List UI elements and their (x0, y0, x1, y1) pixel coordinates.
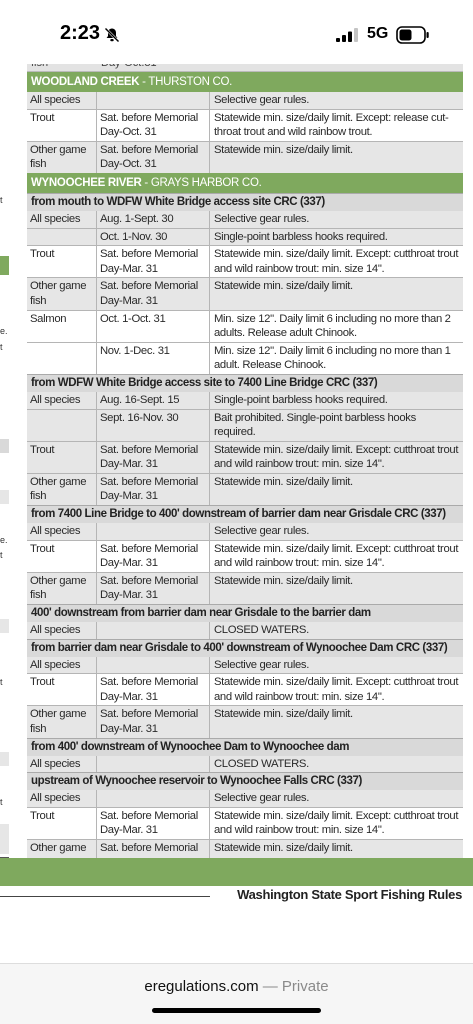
battery-icon (396, 26, 430, 44)
table-row (27, 109, 463, 141)
rules-cell: CLOSED WATERS. (214, 757, 309, 770)
species-cell (27, 229, 97, 246)
species-cell: Trout (27, 442, 97, 473)
rules-cell: Statewide min. size/daily limit. Except: cutthroat trout and wild rainbow trout: min. size 14". (214, 443, 459, 471)
dates-cell: Sat. before Memorial Day-Mar. 31 (97, 278, 210, 309)
species-cell: Other game fish (27, 474, 97, 505)
water-header (27, 72, 463, 92)
species-cell: Trout (27, 541, 97, 572)
species-cell: All species (27, 657, 97, 674)
dates-cell (97, 523, 210, 540)
table-row (27, 228, 463, 246)
table-row (27, 673, 463, 705)
species-cell: Salmon (27, 311, 97, 342)
rules-cell: Single-point barbless hooks required. (214, 230, 388, 243)
table-row (27, 705, 463, 737)
water-header (27, 173, 463, 193)
url-display[interactable] (0, 978, 473, 995)
dates-cell: Aug. 1-Sept. 30 (97, 211, 210, 228)
status-bar (0, 0, 473, 64)
rules-cell: Selective gear rules. (214, 94, 310, 106)
dates-cell (97, 92, 210, 109)
dates-cell (97, 756, 210, 773)
dates-cell: Sat. before Memorial Day-Mar. 31 (97, 573, 210, 604)
section-title: from barrier dam near Grisdale to 400' downstream of Wynoochee Dam CRC (337) (27, 639, 463, 657)
edge-text: t (0, 550, 3, 560)
table-row (27, 141, 463, 173)
rules-cell: Selective gear rules. (214, 658, 310, 671)
species-cell: All species (27, 92, 97, 109)
rules-cell: Bait prohibited. Single-point barbless hooks required. (214, 411, 416, 439)
rules-cell: Statewide min. size/daily limit. (214, 841, 353, 854)
water-county: - GRAYS HARBOR CO. (141, 176, 262, 189)
table-row (27, 342, 463, 374)
species-cell: Trout (27, 808, 97, 839)
dates-cell (97, 657, 210, 674)
dates-cell: Sat. before Memorial Day-Mar. 31 (97, 246, 210, 277)
species-cell: All species (27, 211, 97, 228)
table-row (27, 409, 463, 441)
dates-cell (97, 790, 210, 807)
species-cell: Other game fish (27, 278, 97, 309)
section-title: from 7400 Line Bridge to 400' downstream of barrier dam near Grisdale CRC (337) (27, 505, 463, 523)
species-cell: Other game fish (27, 706, 97, 737)
table-row (27, 657, 463, 674)
species-cell (27, 343, 97, 374)
section-title: 400' downstream from barrier dam near Grisdale to the barrier dam (27, 604, 463, 622)
network-label: 5G (367, 25, 389, 42)
dates-cell: Sat. before Memorial Day-Mar. 31 (97, 442, 210, 473)
browser-address-bar[interactable] (0, 963, 473, 1024)
table-row (27, 572, 463, 604)
rules-cell: Statewide min. size/daily limit. Except: cutthroat trout and wild rainbow trout: min. size 14". (214, 676, 459, 703)
rules-cell: Selective gear rules. (214, 525, 310, 538)
left-page-edge (0, 64, 9, 884)
signal-icon (336, 28, 360, 42)
rules-cell: Min. size 12". Daily limit 6 including no more than 1 adult. Release Chinook. (214, 344, 451, 372)
species-cell: Other game fish (27, 573, 97, 604)
rules-cell: Selective gear rules. (214, 212, 310, 225)
edge-text: e. (0, 326, 8, 336)
status-time: 2:23 (60, 22, 101, 44)
dates-cell: Sat. before Memorial Day-Mar. 31 (97, 706, 210, 737)
page-edge-band (0, 858, 473, 886)
dates-cell: Aug. 16-Sept. 15 (97, 392, 210, 409)
rules-cell: Statewide min. size/daily limit. (214, 574, 353, 587)
edge-text: e. (0, 535, 8, 545)
dates-cell: Nov. 1-Dec. 31 (97, 343, 210, 374)
section-title: from mouth to WDFW White Bridge access site CRC (337) (27, 193, 463, 211)
table-row (27, 211, 463, 228)
dates-cell: Sat. before Memorial Day-Oct. 31 (97, 142, 210, 173)
private-label: — Private (258, 978, 329, 995)
species-cell: All species (27, 523, 97, 540)
species-cell: All species (27, 392, 97, 409)
table-row (27, 807, 463, 839)
species-cell: Other game (27, 840, 97, 871)
table-row (27, 310, 463, 342)
water-name: WYNOOCHEE RIVER (31, 176, 142, 189)
table-row (27, 523, 463, 540)
table-row (27, 473, 463, 505)
table-row (27, 245, 463, 277)
dates-cell: Oct. 1-Oct. 31 (97, 311, 210, 342)
rules-cell: Statewide min. size/daily limit. (214, 280, 353, 293)
table-row (27, 277, 463, 309)
table-row (27, 756, 463, 773)
species-cell: Other game fish (27, 142, 97, 173)
regulations-table (27, 64, 463, 871)
dates-cell: Sept. 16-Nov. 30 (97, 410, 210, 441)
edge-text: t (0, 195, 3, 205)
section-title: from WDFW White Bridge access site to 7400 Line Bridge CRC (337) (27, 374, 463, 392)
table-row (27, 92, 463, 109)
table-row (27, 622, 463, 639)
rules-cell: CLOSED WATERS. (214, 624, 309, 637)
edge-text: t (0, 342, 3, 352)
dates-cell: Sat. before Memorial Day-Mar. 31 (97, 674, 210, 705)
cut-off-row (27, 64, 463, 72)
species-cell: All species (27, 622, 97, 639)
water-county: - THURSTON CO. (139, 76, 233, 88)
rules-cell: Min. size 12". Daily limit 6 including no more than 2 adults. Release adult Chinook. (214, 312, 451, 340)
rules-cell: Statewide min. size/daily limit. (214, 708, 353, 721)
rules-cell: Statewide min. size/daily limit. Except: cutthroat trout and wild rainbow trout: min. size 14". (214, 248, 459, 275)
dates-cell: Sat. before Memorial Day-Mar. 31 (97, 808, 210, 839)
edge-text: t (0, 677, 3, 687)
species-cell (27, 410, 97, 441)
species-cell: All species (27, 790, 97, 807)
dates-cell: Oct. 1-Nov. 30 (97, 229, 210, 246)
rules-cell: Statewide min. size/daily limit. (214, 143, 353, 156)
species-cell: Trout (27, 110, 97, 141)
document-viewport[interactable] (0, 64, 473, 902)
footer-rule (0, 896, 210, 897)
rules-cell: Statewide min. size/daily limit. Except: cutthroat trout and wild rainbow trout: min. size 14". (214, 809, 459, 837)
rules-cell: Statewide min. size/daily limit. (214, 475, 353, 488)
home-indicator[interactable] (152, 1008, 321, 1013)
dates-cell (97, 622, 210, 639)
table-row (27, 540, 463, 572)
species-cell: All species (27, 756, 97, 773)
water-name: WOODLAND CREEK (31, 76, 140, 88)
rules-cell: Selective gear rules. (214, 792, 310, 805)
species-cell: Trout (27, 674, 97, 705)
section-title: from 400' downstream of Wynoochee Dam to Wynoochee dam (27, 738, 463, 756)
url-domain: eregulations.com (144, 978, 259, 995)
dates-cell: Sat. before Memorial Day-Mar. 31 (97, 541, 210, 572)
dates-cell: Sat. before Memorial (97, 840, 210, 871)
section-title: upstream of Wynoochee reservoir to Wynoochee Falls CRC (337) (27, 772, 463, 790)
footer-title: Washington State Sport Fishing Rules (237, 887, 462, 902)
species-cell: Trout (27, 246, 97, 277)
table-row (27, 790, 463, 807)
table-row (27, 441, 463, 473)
edge-text: t (0, 797, 3, 807)
rules-cell: Statewide min. size/daily limit. Except: release cut-throat trout and wild rainbow trout. (214, 111, 449, 139)
bell-slash-icon (104, 27, 120, 43)
dates-cell: Sat. before Memorial Day-Mar. 31 (97, 474, 210, 505)
dates-cell: Sat. before Memorial Day-Oct. 31 (97, 110, 210, 141)
rules-cell: Single-point barbless hooks required. (214, 393, 388, 406)
rules-cell: Statewide min. size/daily limit. Except: cutthroat trout and wild rainbow trout: min. size 14". (214, 542, 459, 570)
table-row (27, 392, 463, 409)
